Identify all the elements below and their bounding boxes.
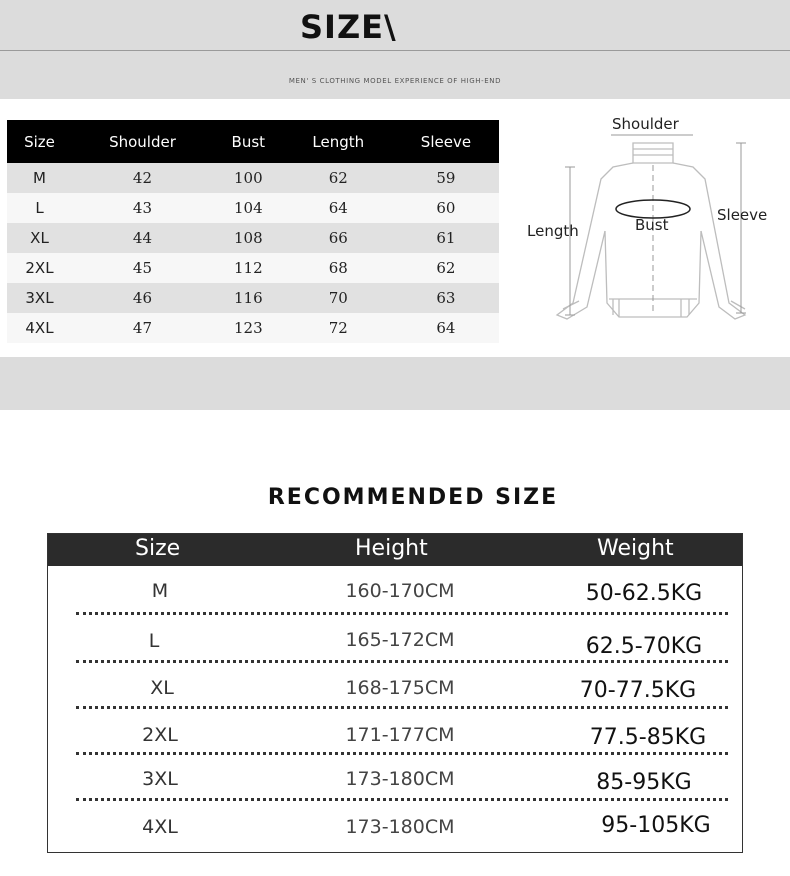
cell-shoulder: 43 — [72, 193, 213, 223]
page-title: SIZE\ — [300, 8, 397, 46]
cell-height: 173-180CM — [345, 816, 455, 838]
cell-shoulder: 46 — [72, 283, 213, 313]
cell-bust: 108 — [213, 223, 284, 253]
col-height: Height — [355, 536, 428, 561]
cell-size: 3XL — [142, 768, 178, 790]
cell-size: 3XL — [7, 283, 72, 313]
cell-sleeve: 64 — [393, 313, 499, 343]
cell-shoulder: 44 — [72, 223, 213, 253]
row-divider — [76, 706, 728, 709]
cell-size: L — [7, 193, 72, 223]
subtitle: MEN' S CLOTHING MODEL EXPERIENCE OF HIGH-END — [288, 77, 502, 85]
size-chart-header-row — [7, 120, 499, 163]
label-bust: Bust — [635, 216, 669, 234]
row-divider — [76, 752, 728, 755]
label-length: Length — [527, 222, 579, 240]
table-row — [7, 163, 499, 193]
col-shoulder: Shoulder — [72, 120, 213, 163]
cell-size: 4XL — [7, 313, 72, 343]
cell-weight: 77.5-85KG — [589, 725, 707, 750]
cell-sleeve: 59 — [393, 163, 499, 193]
cell-bust: 123 — [213, 313, 284, 343]
cell-shoulder: 47 — [72, 313, 213, 343]
cell-size: L — [148, 630, 160, 652]
table-row — [7, 283, 499, 313]
cell-shoulder: 42 — [72, 163, 213, 193]
cell-weight: 70-77.5KG — [579, 678, 697, 703]
col-size: Size — [135, 536, 181, 561]
table-row — [7, 253, 499, 283]
cell-weight: 50-62.5KG — [585, 581, 703, 606]
col-bust: Bust — [213, 120, 284, 163]
cell-length: 66 — [284, 223, 393, 253]
cell-size: 2XL — [142, 724, 178, 746]
cell-length: 68 — [284, 253, 393, 283]
cell-bust: 116 — [213, 283, 284, 313]
row-divider — [76, 612, 728, 615]
cell-height: 173-180CM — [345, 768, 455, 790]
cell-height: 165-172CM — [345, 629, 455, 651]
cell-length: 62 — [284, 163, 393, 193]
cell-shoulder: 45 — [72, 253, 213, 283]
cell-sleeve: 60 — [393, 193, 499, 223]
cell-sleeve: 63 — [393, 283, 499, 313]
recommended-size-table — [47, 533, 743, 853]
table-row — [7, 313, 499, 343]
cell-length: 72 — [284, 313, 393, 343]
col-size: Size — [7, 120, 72, 163]
cell-length: 64 — [284, 193, 393, 223]
col-weight: Weight — [597, 536, 674, 561]
cell-size: M — [7, 163, 72, 193]
cell-height: 171-177CM — [345, 724, 455, 746]
cell-sleeve: 61 — [393, 223, 499, 253]
size-chart-table — [7, 120, 499, 343]
label-shoulder: Shoulder — [612, 115, 679, 133]
cell-weight: 85-95KG — [596, 770, 692, 795]
label-sleeve: Sleeve — [717, 206, 768, 224]
cell-size: XL — [150, 677, 174, 699]
col-length: Length — [284, 120, 393, 163]
cell-size: M — [151, 580, 169, 602]
recommended-header-row — [48, 534, 742, 566]
garment-diagram — [505, 103, 785, 353]
recommended-title: RECOMMENDED SIZE — [267, 485, 559, 510]
cell-size: XL — [7, 223, 72, 253]
cell-sleeve: 62 — [393, 253, 499, 283]
title-bar — [0, 0, 790, 51]
cell-bust: 100 — [213, 163, 284, 193]
cell-size: 2XL — [7, 253, 72, 283]
table-row — [7, 193, 499, 223]
cell-weight: 95-105KG — [601, 813, 711, 838]
col-sleeve: Sleeve — [393, 120, 499, 163]
cell-size: 4XL — [142, 816, 178, 838]
cell-height: 160-170CM — [345, 580, 455, 602]
cell-height: 168-175CM — [345, 677, 455, 699]
row-divider — [76, 798, 728, 801]
cell-weight: 62.5-70KG — [585, 634, 703, 659]
cell-length: 70 — [284, 283, 393, 313]
cell-bust: 112 — [213, 253, 284, 283]
table-row — [7, 223, 499, 253]
row-divider — [76, 660, 728, 663]
cell-bust: 104 — [213, 193, 284, 223]
